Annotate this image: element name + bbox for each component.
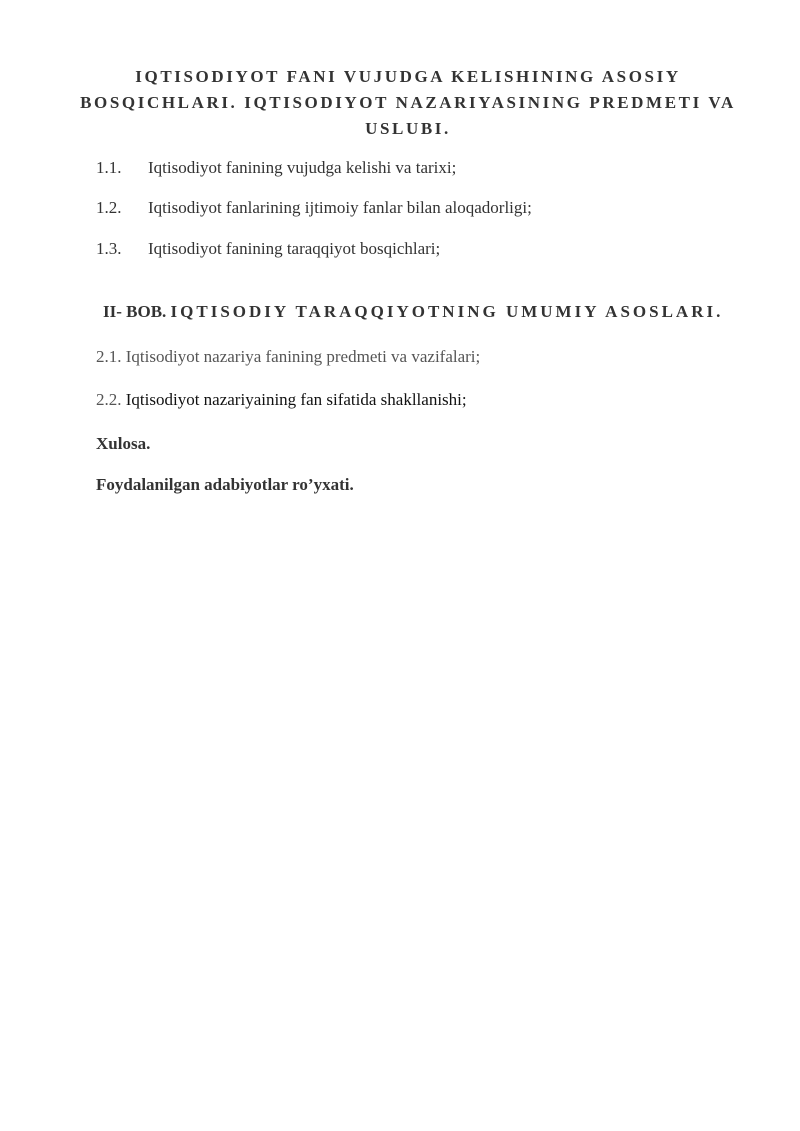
toc-item-number: 1.3. [96, 239, 122, 258]
chapter-2-heading [103, 300, 723, 324]
conclusion-heading: Xulosa. [96, 434, 151, 453]
toc-item-1-1 [96, 157, 456, 179]
chapter-2-title: IQTISODIY TARAQQIYOTNING UMUMIY ASOSLARI. [170, 302, 724, 321]
toc-item-text: Iqtisodiyot fanining taraqqiyot bosqichlari; [148, 239, 441, 258]
toc-item-text: Iqtisodiyot fanining vujudga kelishi va tarixi; [148, 158, 457, 177]
toc-item-2-2 [96, 389, 467, 411]
toc-item-1-3 [96, 238, 440, 260]
toc-item-text: Iqtisodiyot fanlarining ijtimoiy fanlar bilan aloqadorligi; [148, 198, 532, 217]
toc-item-number: 2.2. [96, 390, 122, 409]
chapter-2-prefix: II- BOB. [103, 302, 167, 321]
references-heading: Foydalanilgan adabiyotlar ro’yxati. [96, 475, 354, 494]
toc-item-number: 1.2. [96, 198, 122, 217]
toc-item-text: Iqtisodiyot nazariyaining fan sifatida shakllanishi; [125, 390, 467, 409]
toc-item-2-1: 2.1. Iqtisodiyot nazariya fanining predmeti va vazifalari; [96, 347, 481, 366]
toc-item-1-2 [96, 197, 532, 219]
chapter-1-title: IQTISODIYOT FANI VUJUDGA KELISHINING ASOSIY BOSQICHLARI. IQTISODIYOT NAZARIYASINING PREDMETI VA USLUBI. [80, 67, 736, 138]
toc-item-number: 1.1. [96, 158, 122, 177]
